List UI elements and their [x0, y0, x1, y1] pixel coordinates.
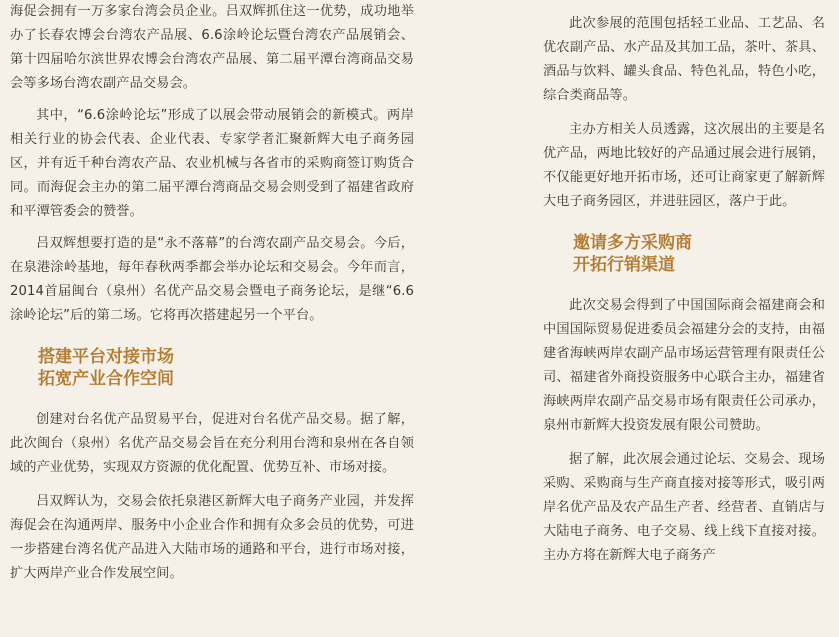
- left-paragraph-3: 吕双辉想要打造的是“永不落幕”的台湾农副产品交易会。今后，在泉港涂岭基地，每年春秋两季都会举办论坛和交易会。今年而言，2014首届闽台（泉州）名优产品交易会暨电子商务论坛，是继“6.6涂岭论坛”后的第二场。它将再次搭建起另一个平台。: [10, 236, 414, 323]
- right-paragraph-3: 此次交易会得到了中国国际商会福建商会和中国国际贸易促进委员会福建分会的支持，由福建省海峡两岸农副产品市场运营管理有限责任公司、福建省外商投资服务中心联合主办，福建省海峡两岸农副产品交易市场有限责任公司承办，泉州市新辉大投资发展有限公司赞助。: [543, 298, 825, 433]
- left-paragraph-2: 其中，“6.6涂岭论坛”形成了以展会带动展销会的新模式。两岸相关行业的协会代表、企业代表、专家学者汇聚新辉大电子商务园区，并有近千种台湾农产品、农业机械与各省市的采购商签订购货合同。而海促会主办的第二届平潭台湾商品交易会则受到了福建省政府和平潭管委会的赞誉。: [10, 108, 414, 219]
- left-column: [10, 0, 414, 586]
- left-paragraph-4: 创建对台名优产品贸易平台，促进对台名优产品交易。据了解，此次闽台（泉州）名优产品交易会旨在充分利用台湾和泉州在各自领域的产业优势，实现双方资源的优化配置、优势互补、市场对接。: [10, 412, 414, 475]
- right-column: [543, 12, 825, 568]
- left-paragraph-5: 吕双辉认为，交易会依托泉港区新辉大电子商务产业园，并发挥海促会在沟通两岸、服务中小企业合作和拥有众多会员的优势，可进一步搭建台湾名优产品进入大陆市场的通路和平台，进行市场对接，扩大两岸产业合作发展空间。: [10, 494, 414, 581]
- right-paragraph-2: 主办方相关人员透露，这次展出的主要是名优产品，两地比较好的产品通过展会进行展销，不仅能更好地开拓市场，还可让商家更了解新辉大电子商务园区，并进驻园区，落户于此。: [543, 122, 825, 209]
- section-heading-left: [10, 346, 414, 390]
- section-heading-right-line-2: 开拓行销渠道: [573, 255, 675, 275]
- section-heading-left-line-1: 搭建平台对接市场: [38, 347, 174, 367]
- section-heading-right-line-1: 邀请多方采购商: [573, 233, 692, 253]
- section-heading-left-line-2: 拓宽产业合作空间: [38, 369, 174, 389]
- right-paragraph-1: 此次参展的范围包括轻工业品、工艺品、名优农副产品、水产品及其加工品，茶叶、茶具、酒品与饮料、罐头食品、特色礼品，特色小吃，综合类商品等。: [543, 16, 825, 103]
- left-paragraph-1: 海促会拥有一万多家台湾会员企业。吕双辉抓住这一优势，成功地举办了长春农博会台湾农产品展、6.6涂岭论坛暨台湾农产品展销会、第十四届哈尔滨世界农博会台湾农产品展、第二届平潭台湾商品交易会等多场台湾农副产品交易会。: [10, 4, 414, 91]
- right-paragraph-4: 据了解，此次展会通过论坛、交易会、现场采购、采购商与生产商直接对接等形式，吸引两岸名优产品及农产品生产者、经营者、直销店与大陆电子商务、电子交易、线上线下直接对接。主办方将在新辉大电子商务产: [543, 452, 825, 563]
- section-heading-right: [543, 232, 825, 276]
